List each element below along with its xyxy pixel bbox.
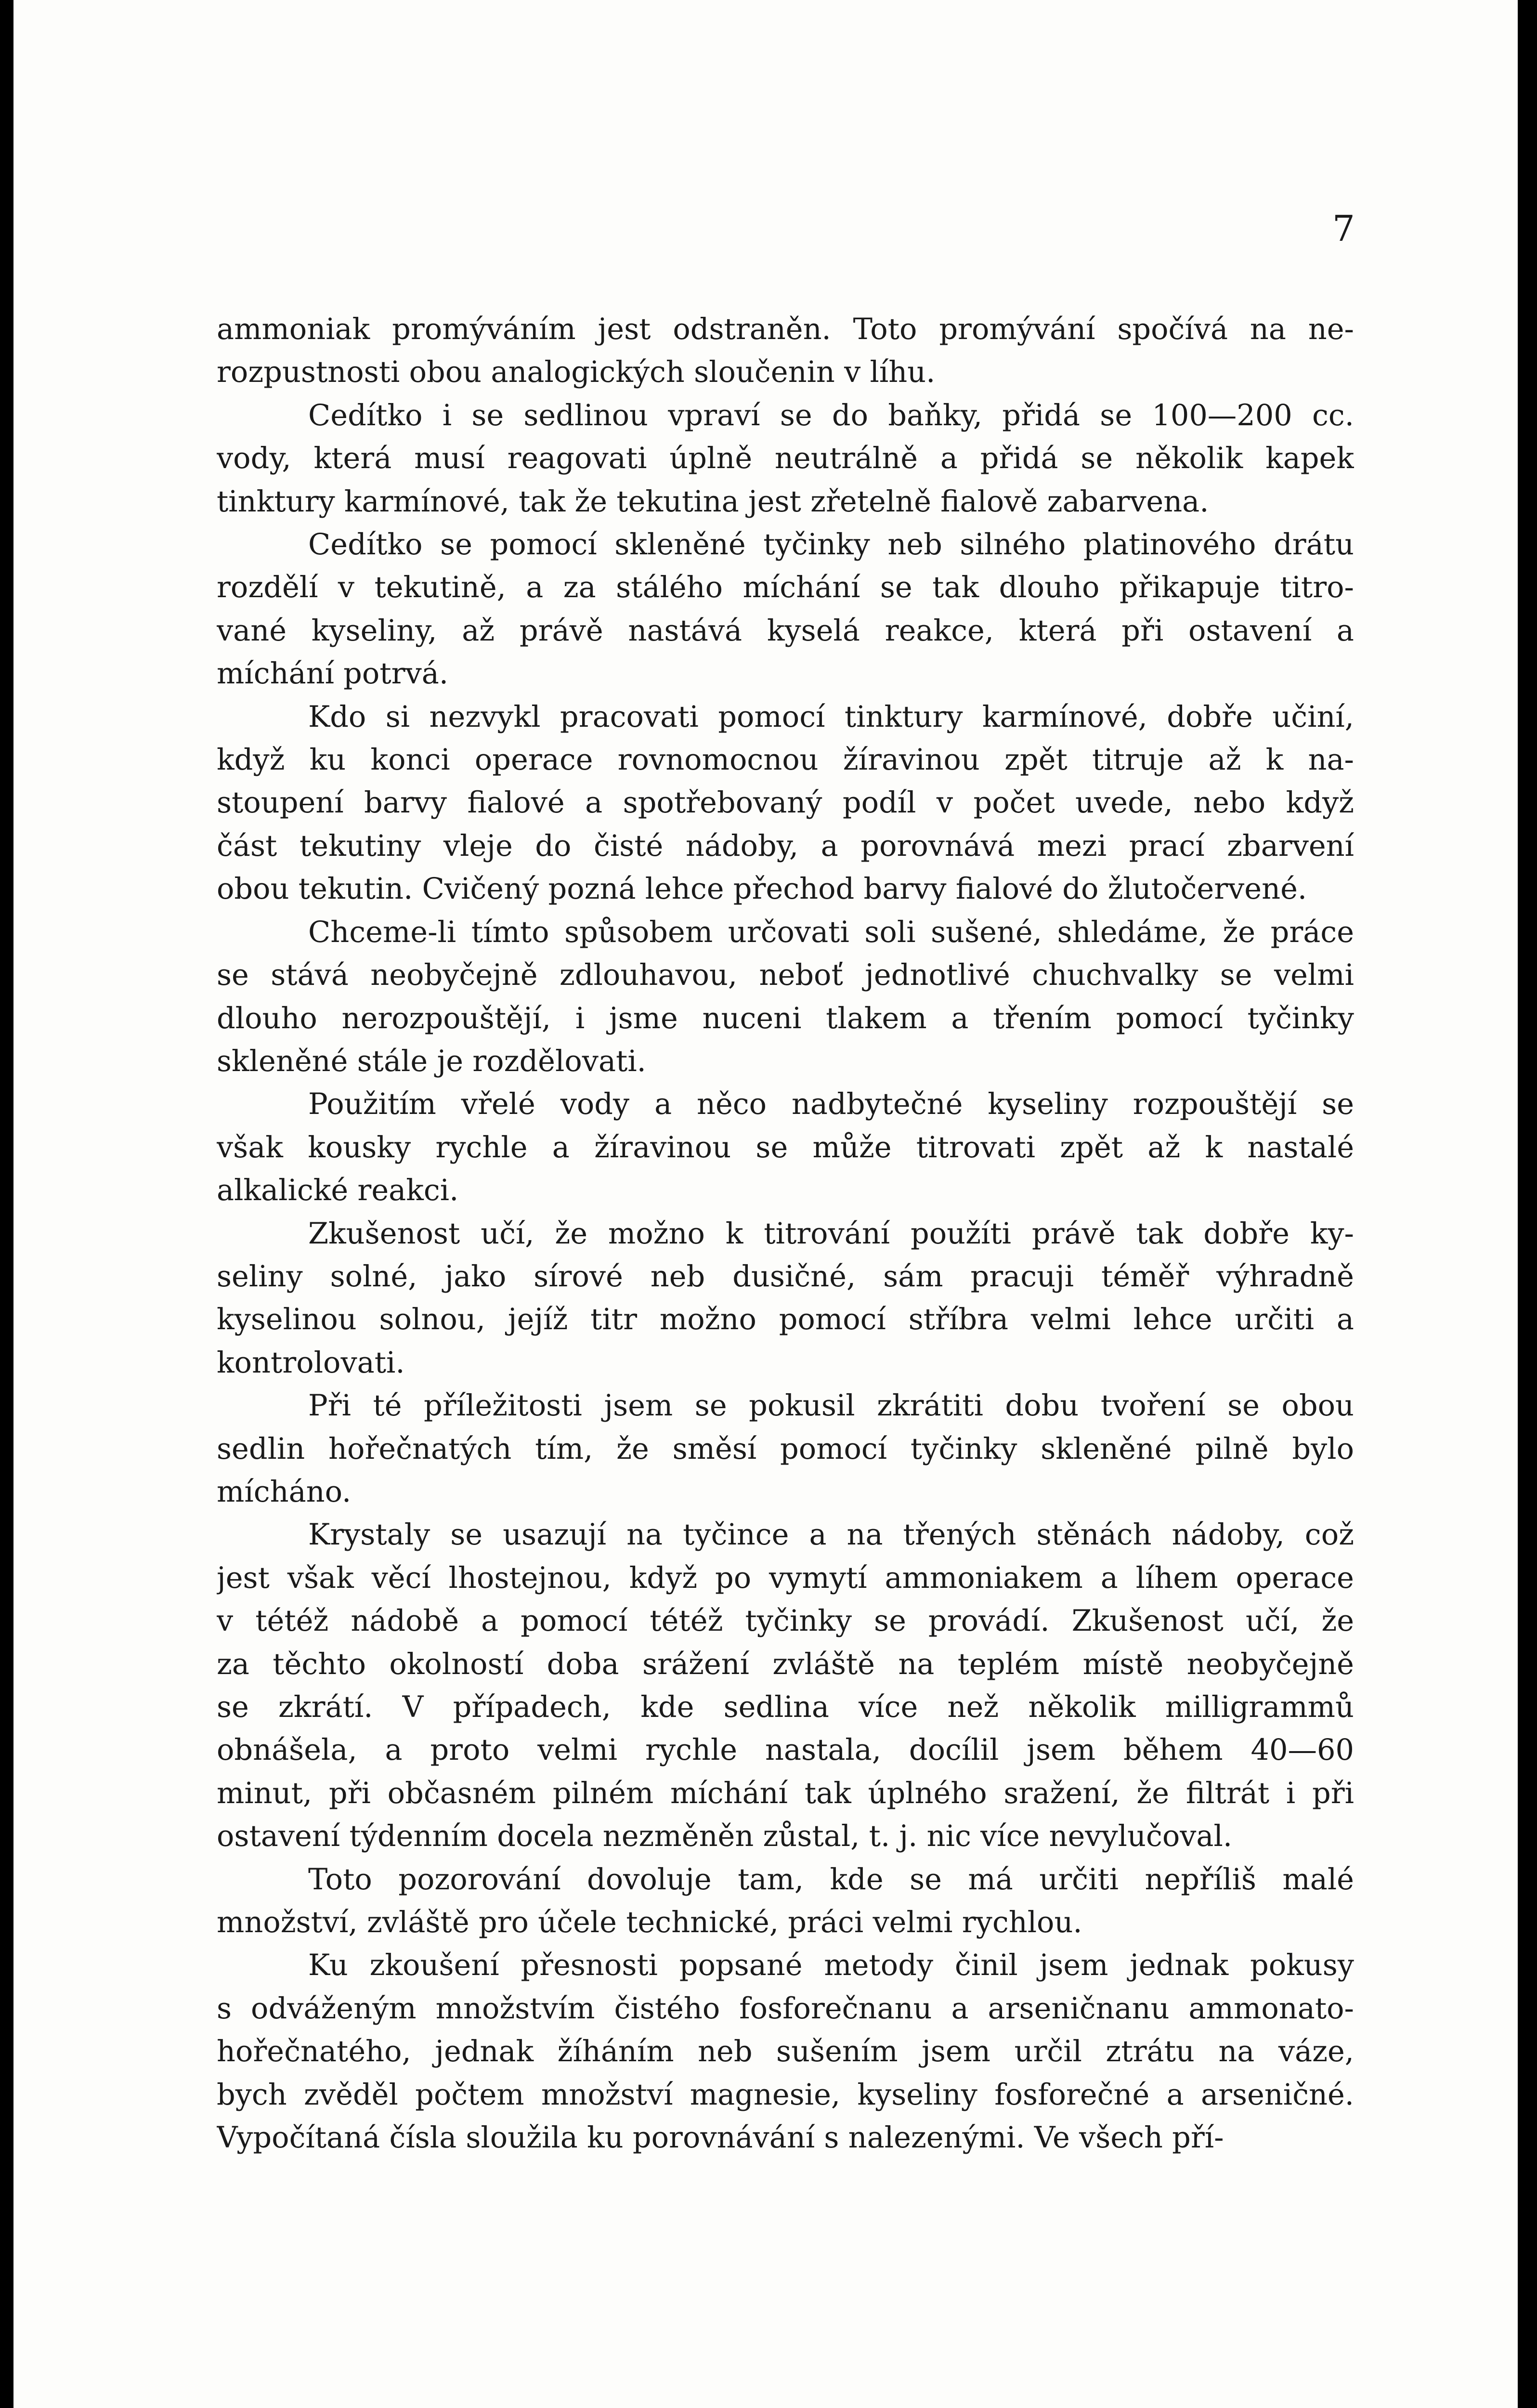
text-line: jest však věcí lhostejnou, když po vymytí ammoniakem a líhem operace [217,1561,1354,1595]
text-line: obou tekutin. Cvičený pozná lehce přechod barvy fialové do žlutočervené. [217,872,1307,906]
text-line: rozpustnosti obou analogických sloučenin v líhu. [217,355,936,390]
text-line: však kousky rychle a žíravinou se může titrovati zpět až k nastalé [217,1130,1354,1165]
text-line: část tekutiny vleje do čisté nádoby, a porovnává mezi prací zbarvení [217,829,1354,863]
text-line: seliny solné, jako sírové neb dusičné, sám pracuji téměř výhradně [217,1259,1354,1294]
text-line: vané kyseliny, až právě nastává kyselá reakce, která při ostavení a [217,614,1354,648]
text-line: s odváženým množstvím čistého fosforečnanu a arseničnanu ammonato- [217,1991,1354,2026]
text-line: když ku konci operace rovnomocnou žíravinou zpět titruje až k na- [217,743,1354,777]
text-line: míchání potrvá. [217,657,449,691]
text-line: alkalické reakci. [217,1174,459,1208]
text-line: množství, zvláště pro účele technické, práci velmi rychlou. [217,1906,1082,1940]
text-line: za těchto okolností doba srážení zvláště na teplém místě neobyčejně [217,1647,1354,1681]
text-line: hořečnatého, jednak žíháním neb sušením jsem určil ztrátu na váze, [217,2035,1354,2069]
text-line: ammoniak promýváním jest odstraněn. Toto promývání spočívá na ne- [217,313,1354,346]
text-line: skleněné stále je rozdělovati. [217,1044,646,1078]
text-line: bych zvěděl počtem množství magnesie, kyseliny fosforečné a arseničné. [217,2078,1354,2112]
text-line: se stává neobyčejně zdlouhavou, neboť jednotlivé chuchvalky se velmi [217,958,1354,993]
text-line: Krystaly se usazují na tyčince a na třených stěnách nádoby, což [308,1518,1354,1552]
text-line: Při té příležitosti jsem se pokusil zkrátiti dobu tvoření se obou [308,1389,1354,1423]
text-line: vody, která musí reagovati úplně neutrálně a přidá se několik kapek [217,442,1354,476]
text-line: mícháno. [217,1475,352,1509]
text-line: obnášela, a proto velmi rychle nastala, docílil jsem během 40—60 [217,1733,1354,1767]
body-text [217,308,1354,2159]
text-line: kontrolovati. [217,1346,405,1380]
text-line: Cedítko i se sedlinou vpraví se do baňky, přidá se 100—200 cc. [308,398,1354,432]
text-line: dlouho nerozpouštějí, i jsme nuceni tlakem a třením pomocí tyčinky [217,1001,1354,1035]
text-line: ostavení týdenním docela nezměněn zůstal, t. j. nic více nevylučoval. [217,1819,1233,1854]
text-line: minut, při občasném pilném míchání tak úplného sražení, že filtrát i při [217,1776,1354,1810]
book-page [13,0,1518,2408]
text-line: Použitím vřelé vody a něco nadbytečné kyseliny rozpouštějí se [308,1087,1354,1122]
text-line: stoupení barvy fialové a spotřebovaný podíl v počet uvede, nebo když [217,786,1354,820]
text-line: se zkrátí. V případech, kde sedlina více než několik milligrammů [217,1690,1354,1724]
text-line: tinktury karmínové, tak že tekutina jest zřetelně fialově zabarvena. [217,484,1209,519]
text-line: Ku zkoušení přesnosti popsané metody činil jsem jednak pokusy [308,1949,1354,1983]
text-line: Kdo si nezvykl pracovati pomocí tinktury karmínové, dobře učiní, [308,700,1354,734]
text-line: Cedítko se pomocí skleněné tyčinky neb silného platinového drátu [308,528,1354,562]
text-line: Vypočítaná čísla sloužila ku porovnávání s nalezenými. Ve všech pří- [217,2121,1224,2155]
text-line: Toto pozorování dovoluje tam, kde se má určiti nepříliš malé [308,1862,1354,1897]
text-line: Chceme-li tímto spůsobem určovati soli sušené, shledáme, že práce [308,915,1354,949]
text-line: kyselinou solnou, jejíž titr možno pomocí stříbra velmi lehce určiti a [217,1303,1354,1337]
text-line: rozdělí v tekutině, a za stálého míchání se tak dlouho přikapuje titro- [217,571,1354,605]
text-line: Zkušenost učí, že možno k titrování použíti právě tak dobře ky- [308,1217,1354,1251]
text-line: sedlin hořečnatých tím, že směsí pomocí tyčinky skleněné pilně bylo [217,1432,1354,1466]
text-line: v tétéž nádobě a pomocí tétéž tyčinky se provádí. Zkušenost učí, že [217,1604,1354,1638]
page-number: 7 [1332,208,1355,249]
